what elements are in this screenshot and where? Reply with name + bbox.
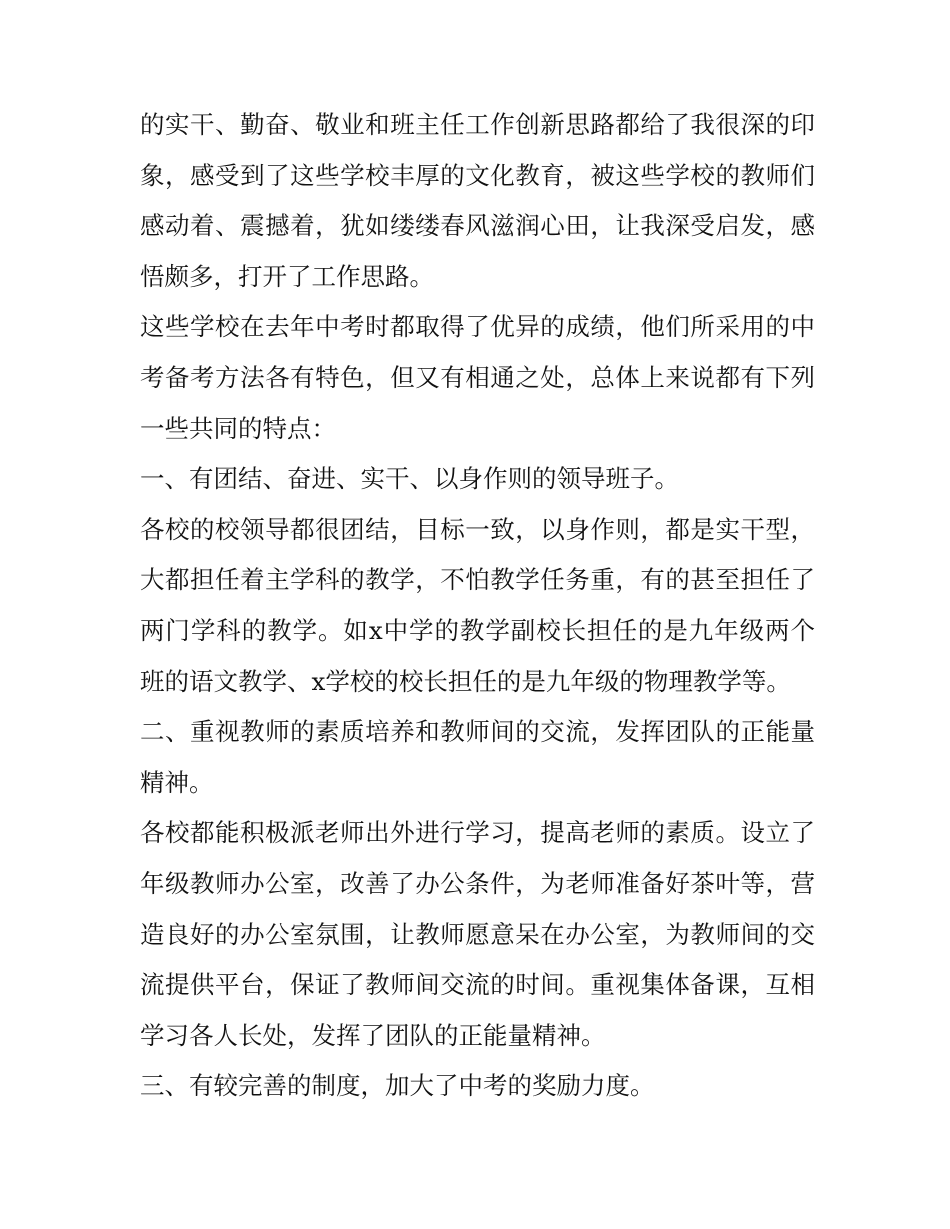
- heading-point-two: 二、重视教师的素质培养和教师间的交流，发挥团队的正能量精神。: [140, 717, 815, 797]
- heading-point-one: 一、有团结、奋进、实干、以身作则的领导班子。: [140, 464, 679, 494]
- heading-point-three: 三、有较完善的制度，加大了中考的奖励力度。: [140, 1071, 655, 1101]
- document-body: [140, 100, 815, 1112]
- paragraph-continued-impressions: 的实干、勤奋、敬业和班主任工作创新思路都给了我很深的印象，感受到了这些学校丰厚的文化教育，被这些学校的教师们感动着、震撼着，犹如缕缕春风滋润心田，让我深受启发，感悟颇多，打开了工作思路。: [140, 110, 815, 291]
- paragraph-exam-results: 这些学校在去年中考时都取得了优异的成绩，他们所采用的中考备考方法各有特色，但又有相通之处，总体上来说都有下列一些共同的特点：: [140, 312, 815, 443]
- paragraph-leadership: 各校的校领导都很团结，目标一致，以身作则，都是实干型，大都担任着主学科的教学，不怕教学任务重，有的甚至担任了两门学科的教学。如x中学的教学副校长担任的是九年级两个班的语文教学、x学校的校长担任的是九年级的物理教学等。: [140, 514, 815, 696]
- paragraph-teacher-training: 各校都能积极派老师出外进行学习，提高老师的素质。设立了年级教师办公室，改善了办公条件，为老师准备好茶叶等，营造良好的办公室氛围，让教师愿意呆在办公室，为教师间的交流提供平台，保证了教师间交流的时间。重视集体备课，互相学习各人长处，发挥了团队的正能量精神。: [140, 818, 815, 1050]
